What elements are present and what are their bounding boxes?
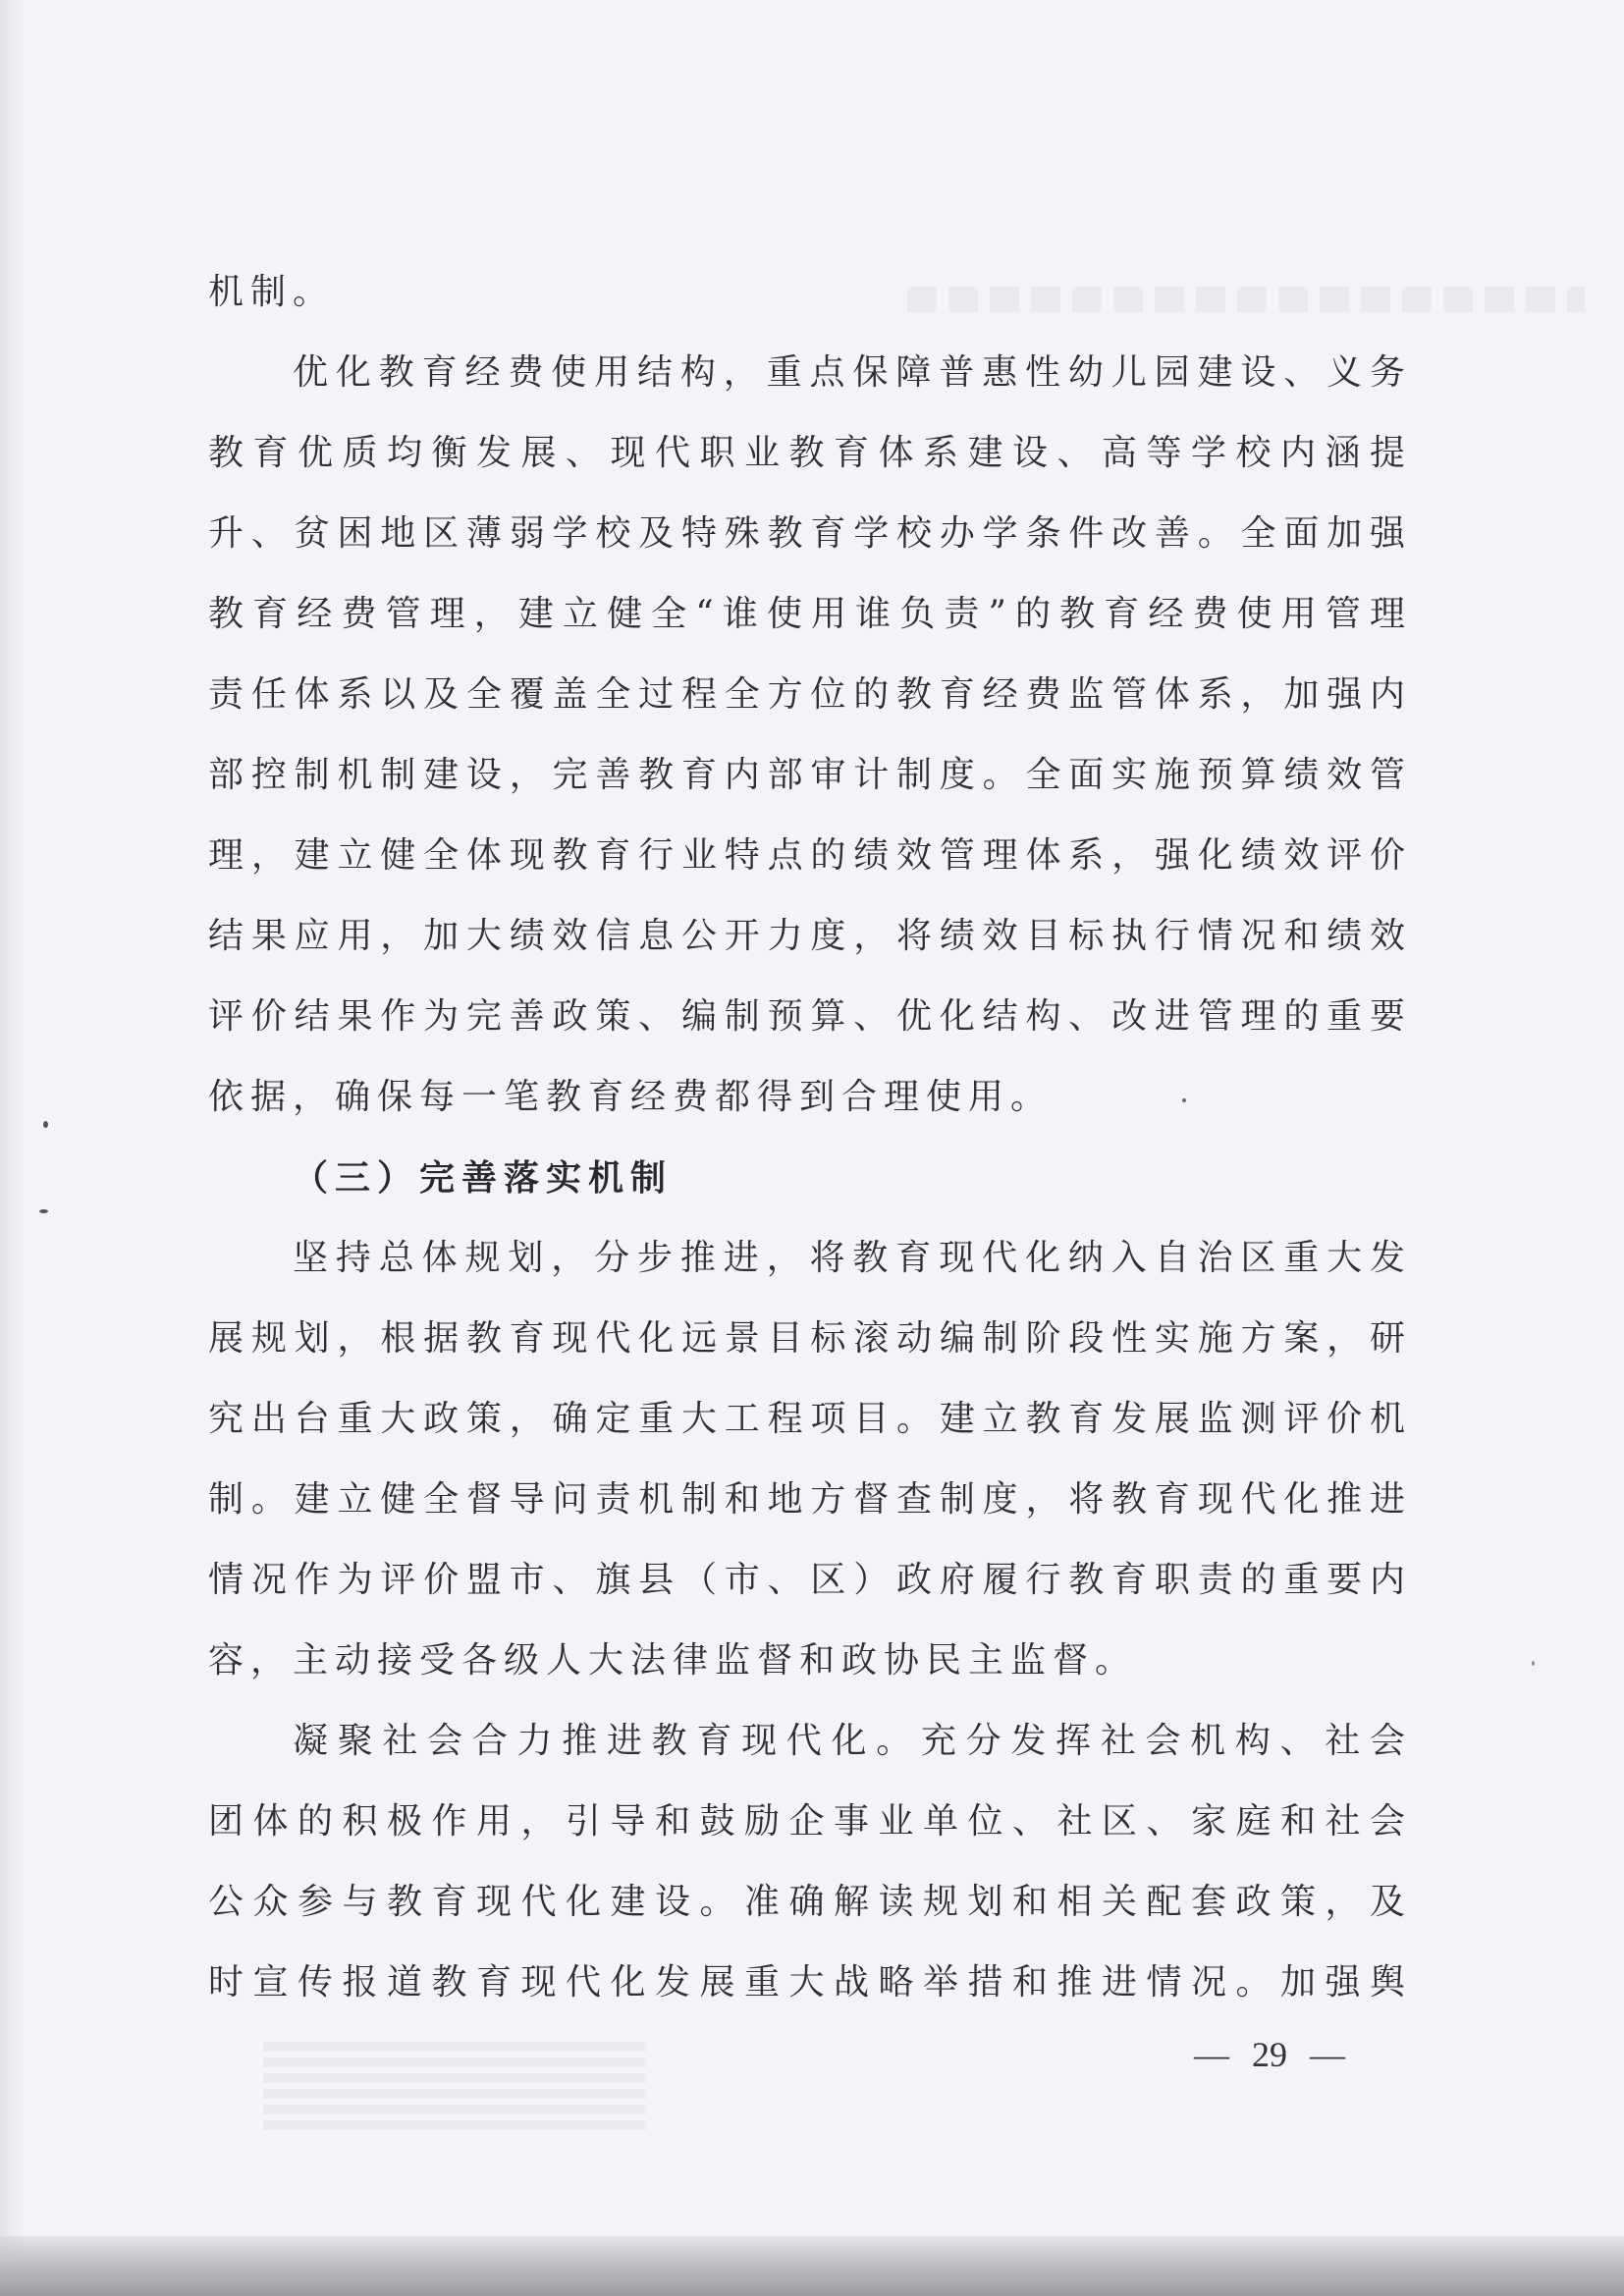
text-line: 教育经费管理，建立健全“谁使用谁负责”的教育经费使用管理: [208, 594, 1412, 634]
scan-bottom-edge: [0, 2236, 1624, 2296]
text-line: 公众参与教育现代化建设。准确解读规划和相关配套政策，及: [208, 1882, 1412, 1922]
text-line: 责任体系以及全覆盖全过程全方位的教育经费监管体系，加强内: [208, 674, 1412, 715]
text-line: 情况作为评价盟市、旗县（市、区）政府履行教育职责的重要内: [208, 1560, 1412, 1600]
body-text: [208, 252, 1412, 2023]
scan-speck: [1532, 1661, 1535, 1666]
text-line: 升、贫困地区薄弱学校及特殊教育学校办学条件改善。全面加强: [208, 513, 1412, 554]
text-line: 时宣传报道教育现代化发展重大战略举措和推进情况。加强舆: [208, 1962, 1412, 2002]
scan-left-edge-shadow: [0, 0, 26, 2296]
scan-speck: [43, 1121, 48, 1128]
text-line: 教育优质均衡发展、现代职业教育体系建设、高等学校内涵提: [208, 433, 1412, 473]
paragraph-education-funding: [208, 333, 1412, 1138]
text-line: 坚持总体规划，分步推进，将教育现代化纳入自治区重大发: [293, 1238, 1412, 1278]
paragraph-planning: [208, 1218, 1412, 1701]
text-line: 凝聚社会合力推进教育现代化。充分发挥社会机构、社会: [293, 1721, 1412, 1761]
scan-speck: [39, 1209, 48, 1213]
bleed-through-marks: [263, 2042, 646, 2136]
paragraph-continuation: [208, 252, 1412, 333]
text-line: 部控制机制建设，完善教育内部审计制度。全面实施预算绩效管: [208, 755, 1412, 795]
text-line: 机制。: [208, 272, 336, 312]
text-line: 优化教育经费使用结构，重点保障普惠性幼儿园建设、义务: [293, 352, 1412, 393]
text-line: 依据，确保每一笔教育经费都得到合理使用。: [208, 1077, 1054, 1117]
paragraph-social-forces: [208, 1701, 1412, 2023]
text-line: 结果应用，加大绩效信息公开力度，将绩效目标执行情况和绩效: [208, 916, 1412, 956]
section-heading: [208, 1138, 1412, 1218]
page-number: — 29 —: [1194, 2035, 1345, 2074]
text-line: 制。建立健全督导问责机制和地方督查制度，将教育现代化推进: [208, 1479, 1412, 1520]
text-line: 容，主动接受各级人大法律监督和政协民主监督。: [208, 1640, 1138, 1681]
text-line: 究出台重大政策，确定重大工程项目。建立教育发展监测评价机: [208, 1399, 1412, 1439]
text-line: 展规划，根据教育现代化远景目标滚动编制阶段性实施方案，研: [208, 1318, 1412, 1359]
text-line: 评价结果作为完善政策、编制预算、优化结构、改进管理的重要: [208, 996, 1412, 1037]
text-line: 理，建立健全体现教育行业特点的绩效管理体系，强化绩效评价: [208, 835, 1412, 876]
text-line: 团体的积极作用，引导和鼓励企事业单位、社区、家庭和社会: [208, 1801, 1412, 1842]
section-heading-text: （三）完善落实机制: [293, 1157, 674, 1199]
